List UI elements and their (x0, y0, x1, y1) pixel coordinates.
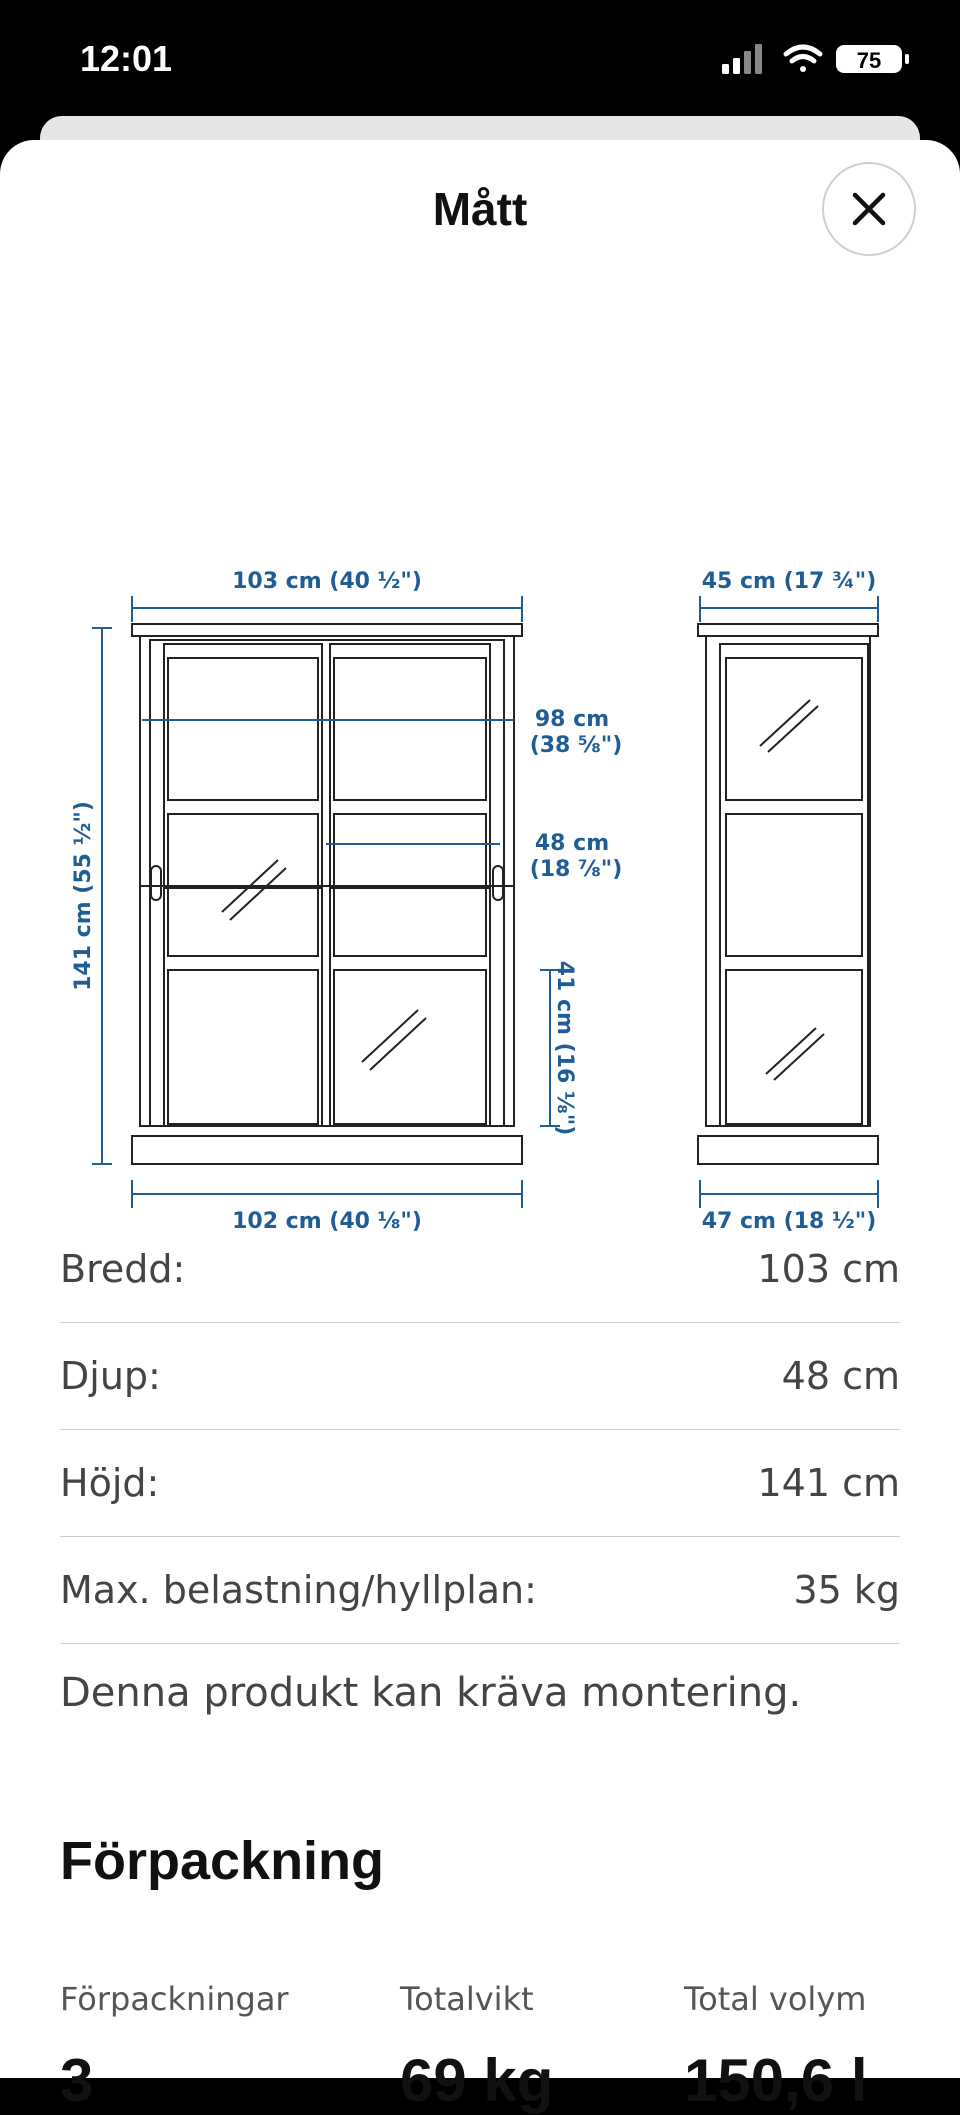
dimension-label: Höjd: (60, 1461, 160, 1505)
dimension-value: 48 cm (781, 1354, 900, 1398)
dimension-label: Bredd: (60, 1247, 186, 1291)
side-depth-bottom-label: 47 cm (18 ½") (701, 1209, 877, 1234)
dimension-diagram (0, 390, 960, 1250)
status-time: 12:01 (80, 38, 173, 79)
dimensions-list (60, 1216, 900, 1644)
packaging-value: 150,6 l (684, 2047, 868, 2114)
dimension-value: 141 cm (757, 1461, 900, 1505)
inner-width-inch-label: (38 ⅝") (529, 733, 623, 758)
packaging-label: Total volym (684, 1980, 867, 2018)
height-label: 141 cm (55 ½") (71, 801, 96, 991)
battery-level: 75 (856, 48, 882, 73)
status-icons (720, 42, 920, 76)
dimension-label: Max. belastning/hyllplan: (60, 1568, 537, 1612)
dimension-row-width (60, 1216, 900, 1323)
packaging-volume (684, 1980, 868, 2115)
status-bar (0, 0, 960, 130)
shelf-width-inch-label: (18 ⅞") (529, 857, 623, 882)
battery-icon (836, 45, 909, 73)
dimensions-sheet (0, 140, 960, 2114)
dimension-value: 103 cm (757, 1247, 900, 1291)
signal-icon (722, 44, 762, 74)
inner-width-label: 98 cm (534, 707, 610, 732)
packaging-value: 69 kg (400, 2047, 554, 2114)
side-cabinet-drawing (698, 624, 878, 1164)
packaging-value: 3 (60, 2047, 94, 2114)
close-icon (851, 191, 887, 227)
front-cabinet-drawing (132, 624, 522, 1164)
packaging-weight (400, 1980, 553, 2115)
assembly-note: Denna produkt kan kräva montering. (60, 1670, 802, 1716)
front-width-bottom-label: 102 cm (40 ⅛") (232, 1209, 422, 1234)
dimension-label: Djup: (60, 1354, 161, 1398)
side-depth-top-label: 45 cm (17 ¾") (701, 569, 877, 594)
packaging-label: Totalvikt (400, 1980, 534, 2018)
sheet-title: Mått (432, 183, 528, 235)
shelf-width-label: 48 cm (534, 831, 610, 856)
packaging-title: Förpackning (60, 1831, 385, 1891)
dimension-row-height (60, 1430, 900, 1537)
dimension-row-max-load (60, 1537, 900, 1644)
wifi-icon (786, 47, 820, 72)
shelf-height-label: 41 cm (16 ⅛") (552, 960, 577, 1136)
front-width-top-label: 103 cm (40 ½") (232, 569, 422, 594)
close-button[interactable] (822, 162, 916, 256)
dimension-value: 35 kg (793, 1568, 900, 1612)
packaging-count (60, 1980, 289, 2115)
packaging-label: Förpackningar (60, 1980, 289, 2018)
dimension-row-depth (60, 1323, 900, 1430)
